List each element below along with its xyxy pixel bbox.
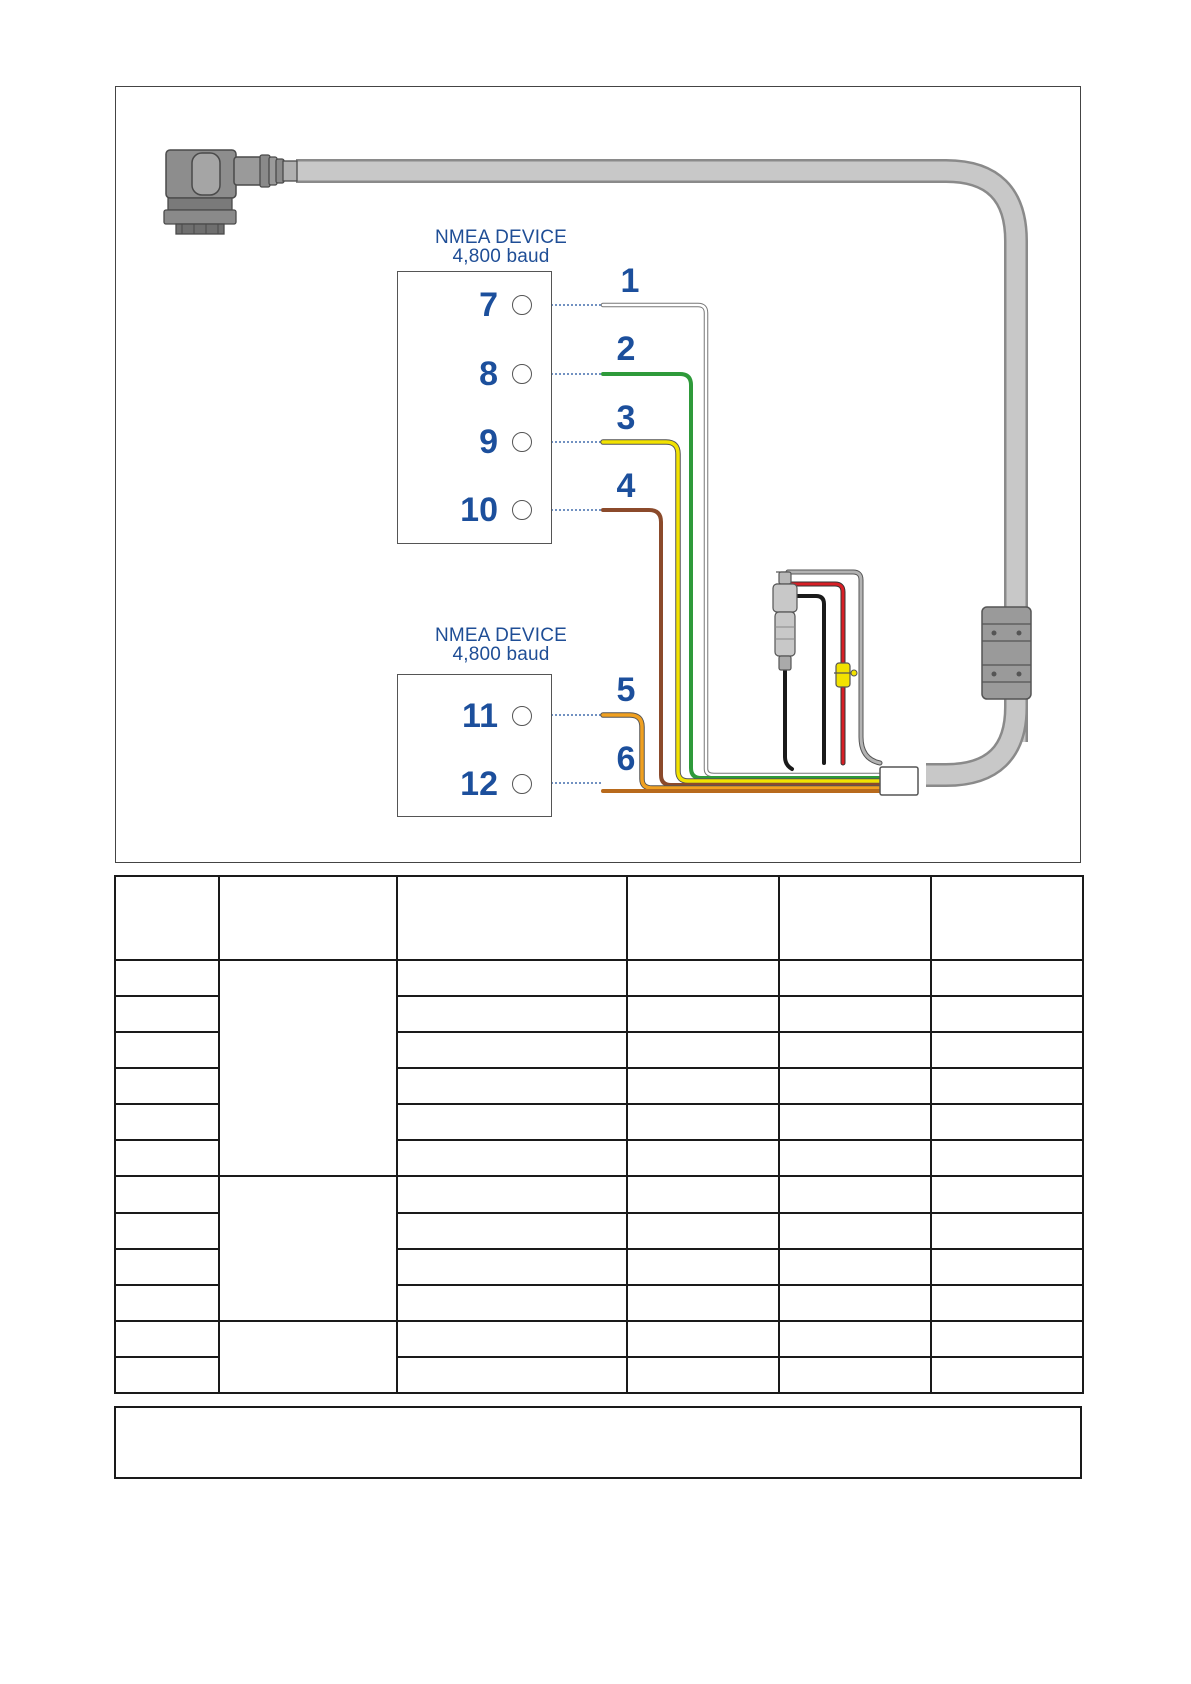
- table-cell: [779, 1068, 931, 1104]
- note-box: [114, 1406, 1082, 1479]
- table-cell: [115, 1249, 219, 1285]
- table-cell: [931, 1213, 1083, 1249]
- table-row: [115, 1176, 1083, 1212]
- table-cell: [627, 1213, 779, 1249]
- table-cell: [115, 1357, 219, 1393]
- table-cell: [779, 1285, 931, 1321]
- table-cell: [397, 1357, 627, 1393]
- table-header-cell: [931, 876, 1083, 960]
- pin-label-9: 9: [479, 423, 498, 461]
- device-bottom-title: NMEA DEVICE: [434, 625, 568, 646]
- wire-label-1: 1: [620, 262, 640, 300]
- pin-terminal-7: [512, 295, 532, 315]
- device-top-box: [397, 271, 552, 544]
- table-cell: [397, 960, 627, 996]
- table-row: [115, 1321, 1083, 1357]
- table-group-cell: [219, 1321, 397, 1393]
- table-header-cell: [397, 876, 627, 960]
- table-cell: [931, 1321, 1083, 1357]
- table-cell: [627, 996, 779, 1032]
- grey-drain: [788, 572, 880, 763]
- table-cell: [397, 1140, 627, 1176]
- table-cell: [627, 1357, 779, 1393]
- table-cell: [115, 1140, 219, 1176]
- table-cell: [627, 1321, 779, 1357]
- wiring-diagram: [115, 86, 1081, 863]
- table-cell: [779, 1321, 931, 1357]
- table-cell: [397, 1213, 627, 1249]
- wire-2: [603, 374, 880, 778]
- table-cell: [779, 1176, 931, 1212]
- wire-label-4: 4: [616, 467, 636, 505]
- table-cell: [115, 1321, 219, 1357]
- pin-terminal-11: [512, 706, 532, 726]
- table-cell: [115, 1176, 219, 1212]
- table-cell: [779, 1104, 931, 1140]
- pin-label-12: 12: [460, 765, 498, 803]
- pin-table: [114, 875, 1084, 1394]
- pin-terminal-9: [512, 432, 532, 452]
- table-cell: [627, 1285, 779, 1321]
- table-cell: [931, 1032, 1083, 1068]
- table-cell: [115, 1032, 219, 1068]
- table-cell: [397, 996, 627, 1032]
- barrel-plug: [773, 572, 797, 670]
- table-group-cell: [219, 1176, 397, 1320]
- table-cell: [627, 1140, 779, 1176]
- pin-terminal-12: [512, 774, 532, 794]
- device-top-title: NMEA DEVICE: [434, 227, 568, 248]
- table-cell: [931, 1104, 1083, 1140]
- device-top-subtitle: 4,800 baud: [452, 246, 550, 267]
- table-group-cell: [219, 960, 397, 1176]
- table-cell: [627, 1032, 779, 1068]
- device-bottom-box: [397, 674, 552, 817]
- pin-terminal-8: [512, 364, 532, 384]
- table-header-row: [115, 876, 1083, 960]
- table-header-cell: [779, 876, 931, 960]
- table-cell: [397, 1032, 627, 1068]
- wire-label-2: 2: [616, 330, 636, 368]
- cable-sleeve: [880, 767, 918, 795]
- wiring-drawing: [116, 87, 1082, 864]
- pin-label-8: 8: [479, 355, 498, 393]
- table-cell: [397, 1321, 627, 1357]
- table-cell: [779, 1213, 931, 1249]
- table-cell: [397, 1176, 627, 1212]
- table-cell: [397, 1104, 627, 1140]
- table-cell: [627, 1068, 779, 1104]
- device-bottom-subtitle: 4,800 baud: [452, 644, 550, 665]
- wire-label-5: 5: [616, 671, 636, 709]
- table-cell: [779, 1032, 931, 1068]
- inline-fuse: [834, 663, 857, 687]
- table-cell: [397, 1068, 627, 1104]
- ferrite-choke: [982, 607, 1031, 699]
- table-cell: [931, 996, 1083, 1032]
- table-cell: [397, 1285, 627, 1321]
- table-header-cell: [115, 876, 219, 960]
- table-cell: [627, 1249, 779, 1285]
- table-cell: [779, 1249, 931, 1285]
- table-cell: [115, 996, 219, 1032]
- table-cell: [779, 960, 931, 996]
- wire-label-6: 6: [616, 740, 636, 778]
- table-cell: [115, 1285, 219, 1321]
- table-cell: [397, 1249, 627, 1285]
- table-cell: [627, 1176, 779, 1212]
- table-cell: [931, 960, 1083, 996]
- table-cell: [931, 1249, 1083, 1285]
- grey-drain-outline: [788, 572, 880, 763]
- table-cell: [931, 1357, 1083, 1393]
- table-cell: [779, 996, 931, 1032]
- table-header-cell: [627, 876, 779, 960]
- table-cell: [779, 1140, 931, 1176]
- table-cell: [931, 1068, 1083, 1104]
- connector-plug: [164, 150, 297, 234]
- table-cell: [115, 1213, 219, 1249]
- table-cell: [115, 1068, 219, 1104]
- table-header-cell: [219, 876, 397, 960]
- wire-label-3: 3: [616, 399, 636, 437]
- table-cell: [115, 960, 219, 996]
- table-cell: [779, 1357, 931, 1393]
- pin-terminal-10: [512, 500, 532, 520]
- table-cell: [627, 1104, 779, 1140]
- table-cell: [931, 1140, 1083, 1176]
- table-cell: [931, 1285, 1083, 1321]
- table-cell: [627, 960, 779, 996]
- pin-label-11: 11: [462, 697, 498, 735]
- table-cell: [931, 1176, 1083, 1212]
- table-cell: [115, 1104, 219, 1140]
- pin-label-7: 7: [479, 286, 498, 324]
- table-row: [115, 960, 1083, 996]
- pin-label-10: 10: [460, 491, 498, 529]
